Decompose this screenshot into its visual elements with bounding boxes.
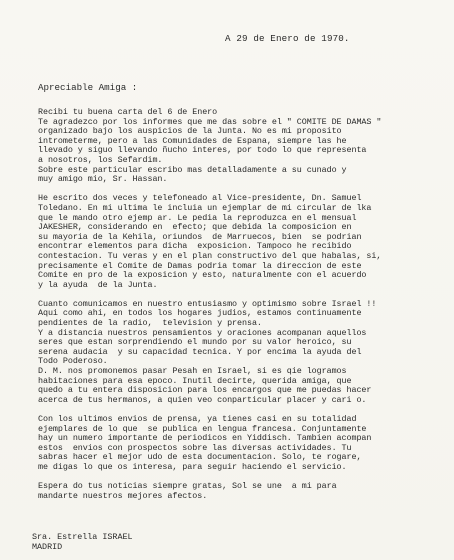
text-line: habitaciones para esa epoco. Inutil decirte, querida amiga, que <box>38 376 352 386</box>
text-line: a nosotros, los Sefardim. <box>38 155 163 165</box>
text-line: intrometerme, pero a las Comunidades de Espana, siempre las he <box>38 136 347 146</box>
text-line: llevado y siguo llevando ñucho interes, por todo lo que representa <box>38 146 367 156</box>
text-line: pendientes de la radio, television y prensa. <box>38 319 262 329</box>
text-line: D. M. nos promonemos pasar Pesah en Israel, si es qie logramos <box>38 367 347 377</box>
text-line: Todo Poderoso. <box>38 357 108 367</box>
letter-paragraph <box>38 194 448 290</box>
text-line: serena audacia y su capacidad tecnica. Y por encima la ayuda del <box>38 347 362 357</box>
text-line: JAKESHER, considerando en efecto; que debida la composicion en <box>38 223 352 233</box>
addressee-city: MADRID <box>32 541 63 552</box>
letter-date: A 29 de Enero de 1970. <box>225 33 350 44</box>
text-line: Te agradezco por los informes que me das sobre el " COMITE DE DAMAS " <box>38 117 382 127</box>
text-line: Sobre este particular escribo mas detalladamente a su cunado y <box>38 165 347 175</box>
text-line: Y a distancia nuestros pensamientos y oraciones acompanan aquellos <box>38 328 367 338</box>
text-line: Comite en pro de la exposicion y esto, naturalmente con el acuerdo <box>38 271 367 281</box>
salutation: Apreciable Amiga : <box>38 82 138 93</box>
text-line: mandarte nuestros mejores afectos. <box>38 491 208 501</box>
text-line: hay un numero importante de periodicos en Yiddisch. Tambien acompan <box>38 434 372 444</box>
text-line: Con los ultimos envios de prensa, ya tienes casi en su totalidad <box>38 415 357 424</box>
letter-paragraph <box>38 482 448 501</box>
letter-paragraph <box>38 415 448 473</box>
text-line: me digas lo que os interesa, para seguir haciendo el servicio. <box>38 462 347 472</box>
text-line: Recibi tu buena carta del 6 de Enero <box>38 108 218 117</box>
text-line: Aqui como ahi, en todos los hogares judios, estamos continuamente <box>38 309 362 319</box>
letter-body <box>38 108 448 511</box>
text-line: seres que estan sorprendiendo el mundo por su valor heroico, su <box>38 338 352 348</box>
text-line: estos envios con prospectos sobre las diversas actividades. Tu <box>38 443 352 453</box>
text-line: acerca de tus hermanos, a quien veo conparticular placer y cari o. <box>38 395 367 405</box>
text-line: y la ayuda de la Junta. <box>38 280 158 290</box>
text-line: que le mando otro ejemp ar. Le pedia la reproduzca en el mensual <box>38 213 357 223</box>
text-line: precisamente el Comite de Damas podria tomar la direccion de este <box>38 261 362 271</box>
text-line: He escrito dos veces y telefoneado al Vice-presidente, Dn. Samuel <box>38 194 362 204</box>
text-line: Espera do tus noticias siempre gratas, Sol se une a mi para <box>38 482 337 492</box>
text-line: Toledano. En mi ultima le incluia un ejemplar de mi circular de lka <box>38 203 372 213</box>
letter-paragraph <box>38 300 448 406</box>
text-line: quedo a tu entera disposicion para los encargos que me puedas hacer <box>38 386 372 396</box>
text-line: sabras hacer el mejor udo de esta documentacion. Solo, te rogare, <box>38 453 362 463</box>
letter-paragraph <box>38 108 448 185</box>
text-line: contestacion. Tu veras y en el plan constructivo del que habalas, si, <box>38 251 382 261</box>
text-line: su mayoria de la Kehila, oriundos de Marruecos, bien se podrian <box>38 232 362 242</box>
addressee-name: Sra. Estrella ISRAEL <box>32 532 133 542</box>
text-line: encontrar elementos para dicha exposicion. Tampoco he recibido <box>38 242 352 252</box>
text-line: organizado bajo los auspicios de la Junta. No es mi proposito <box>38 127 342 137</box>
text-line: Cuanto comunicamos en nuestro entusiasmo y optimismo sobre Israel !! <box>38 299 377 309</box>
text-line: muy amigo mio, Sr. Hassan. <box>38 175 168 185</box>
addressee-block <box>32 533 133 552</box>
text-line: ejemplares de lo que se publica en lengua francesa. Conjuntamente <box>38 424 367 434</box>
